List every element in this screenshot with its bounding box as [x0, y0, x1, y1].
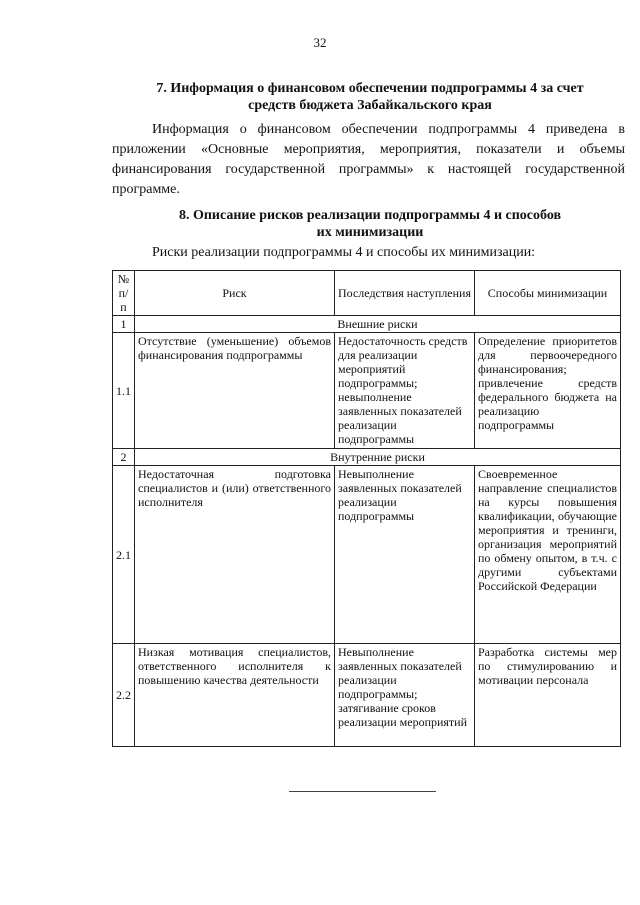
consequence-cell: Невыполнение заявленных показателей реализации подпрограммы	[335, 466, 475, 644]
row-number: 2.1	[113, 466, 135, 644]
section-7-title-line-2: средств бюджета Забайкальского края	[248, 98, 492, 113]
header-number: № п/п	[113, 271, 135, 316]
group-number: 1	[113, 316, 135, 333]
group-row-internal	[113, 449, 621, 466]
risk-cell: Недостаточная подготовка специалистов и (или) ответственного исполнителя	[135, 466, 335, 644]
table-row	[113, 466, 621, 644]
section-7-title-line-1: 7. Информация о финансовом обеспечении подпрограммы 4 за счет	[156, 81, 584, 96]
table-row	[113, 644, 621, 747]
table-header-row	[113, 271, 621, 316]
mitigation-cell: Определение приоритетов для первоочередного финансирования; привлечение средств федерального бюджета на реализацию подпрограммы	[475, 333, 621, 449]
table-row	[113, 333, 621, 449]
risk-cell: Отсутствие (уменьшение) объемов финансирования подпрограммы	[135, 333, 335, 449]
consequence-cell: Невыполнение заявленных показателей реализации подпрограммы; затягивание сроков реализации мероприятий	[335, 644, 475, 747]
section-7-paragraph: Информация о финансовом обеспечении подпрограммы 4 приведена в приложении «Основные мероприятия, мероприятия, показатели и объемы финансирования государственной программы» к настоящей государственной программе.	[112, 122, 625, 197]
page-number: 32	[313, 35, 327, 50]
risks-table	[112, 270, 621, 747]
group-row-external	[113, 316, 621, 333]
header-risk: Риск	[135, 271, 335, 316]
row-number: 1.1	[113, 333, 135, 449]
section-7-title	[110, 80, 630, 114]
risk-cell: Низкая мотивация специалистов, ответственного исполнителя к повышению качества деятельности	[135, 644, 335, 747]
mitigation-cell: Разработка системы мер по стимулированию и мотивации персонала	[475, 644, 621, 747]
section-8-title-line-2: их минимизации	[316, 225, 424, 240]
mitigation-cell: Своевременное направление специалистов на курсы повышения квалификации, обучающие мероприятия и тренинги, организация мероприятий по обмену опытом, в т.ч. с другими субъектами Российской Федерации	[475, 466, 621, 644]
header-mitigation: Способы минимизации	[475, 271, 621, 316]
end-separator-line	[289, 791, 436, 792]
consequence-cell: Недостаточность средств для реализации мероприятий подпрограммы; невыполнение заявленных показателей реализации подпрограммы	[335, 333, 475, 449]
group-number: 2	[113, 449, 135, 466]
risks-intro: Риски реализации подпрограммы 4 и способы их минимизации:	[152, 245, 536, 260]
group-title: Внешние риски	[135, 316, 621, 333]
header-consequence: Последствия наступления	[335, 271, 475, 316]
section-8-title-line-1: 8. Описание рисков реализации подпрограммы 4 и способов	[178, 208, 562, 223]
row-number: 2.2	[113, 644, 135, 747]
section-8-title	[110, 207, 630, 241]
group-title: Внутренние риски	[135, 449, 621, 466]
